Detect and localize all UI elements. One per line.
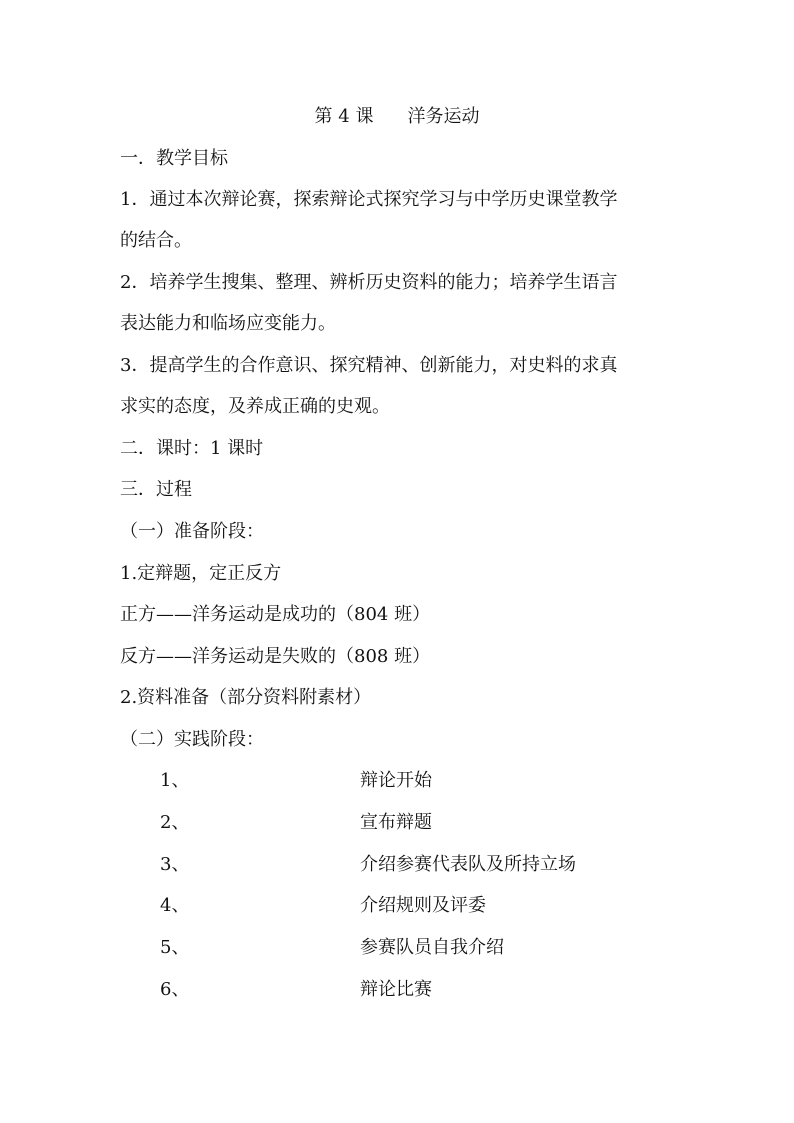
lesson-number: 第 4 课 xyxy=(314,106,374,127)
goal-1-line-1: 1．通过本次辩论赛，探索辩论式探究学习与中学历史课堂教学 xyxy=(120,189,618,210)
affirmative-side: 正方——洋务运动是成功的（804 班） xyxy=(120,604,431,625)
step-number: 5、 xyxy=(160,937,190,958)
goal-1-line-2: 的结合。 xyxy=(120,230,192,251)
goal-2-line-2: 表达能力和临场应变能力。 xyxy=(120,313,336,334)
step-text: 介绍规则及评委 xyxy=(360,895,486,916)
step-text: 参赛队员自我介绍 xyxy=(360,937,504,958)
step-number: 6、 xyxy=(160,979,190,1000)
page-title xyxy=(0,105,794,129)
step-text: 辩论开始 xyxy=(360,770,432,791)
prep-item-2: 2.资料准备（部分资料附素材） xyxy=(120,687,372,708)
prep-item-1: 1.定辩题，定正反方 xyxy=(120,563,282,584)
goal-3-line-1: 3．提高学生的合作意识、探究精神、创新能力，对史料的求真 xyxy=(120,355,618,376)
step-number: 3、 xyxy=(160,854,190,875)
goals-heading: 一．教学目标 xyxy=(120,148,228,169)
step-number: 4、 xyxy=(160,895,190,916)
step-number: 1、 xyxy=(160,770,190,791)
step-text: 辩论比赛 xyxy=(360,979,432,1000)
step-text: 介绍参赛代表队及所持立场 xyxy=(360,854,576,875)
prep-stage-heading: （一）准备阶段： xyxy=(120,521,264,542)
process-heading: 三．过程 xyxy=(120,479,192,500)
negative-side: 反方——洋务运动是失败的（808 班） xyxy=(120,646,431,667)
class-period: 二．课时：1 课时 xyxy=(120,438,264,459)
goal-3-line-2: 求实的态度，及养成正确的史观。 xyxy=(120,396,390,417)
goal-2-line-1: 2．培养学生搜集、整理、辨析历史资料的能力；培养学生语言 xyxy=(120,272,618,293)
step-number: 2、 xyxy=(160,812,190,833)
lesson-topic: 洋务运动 xyxy=(407,106,480,127)
practice-stage-heading: （二）实践阶段： xyxy=(120,729,264,750)
step-text: 宣布辩题 xyxy=(360,812,432,833)
